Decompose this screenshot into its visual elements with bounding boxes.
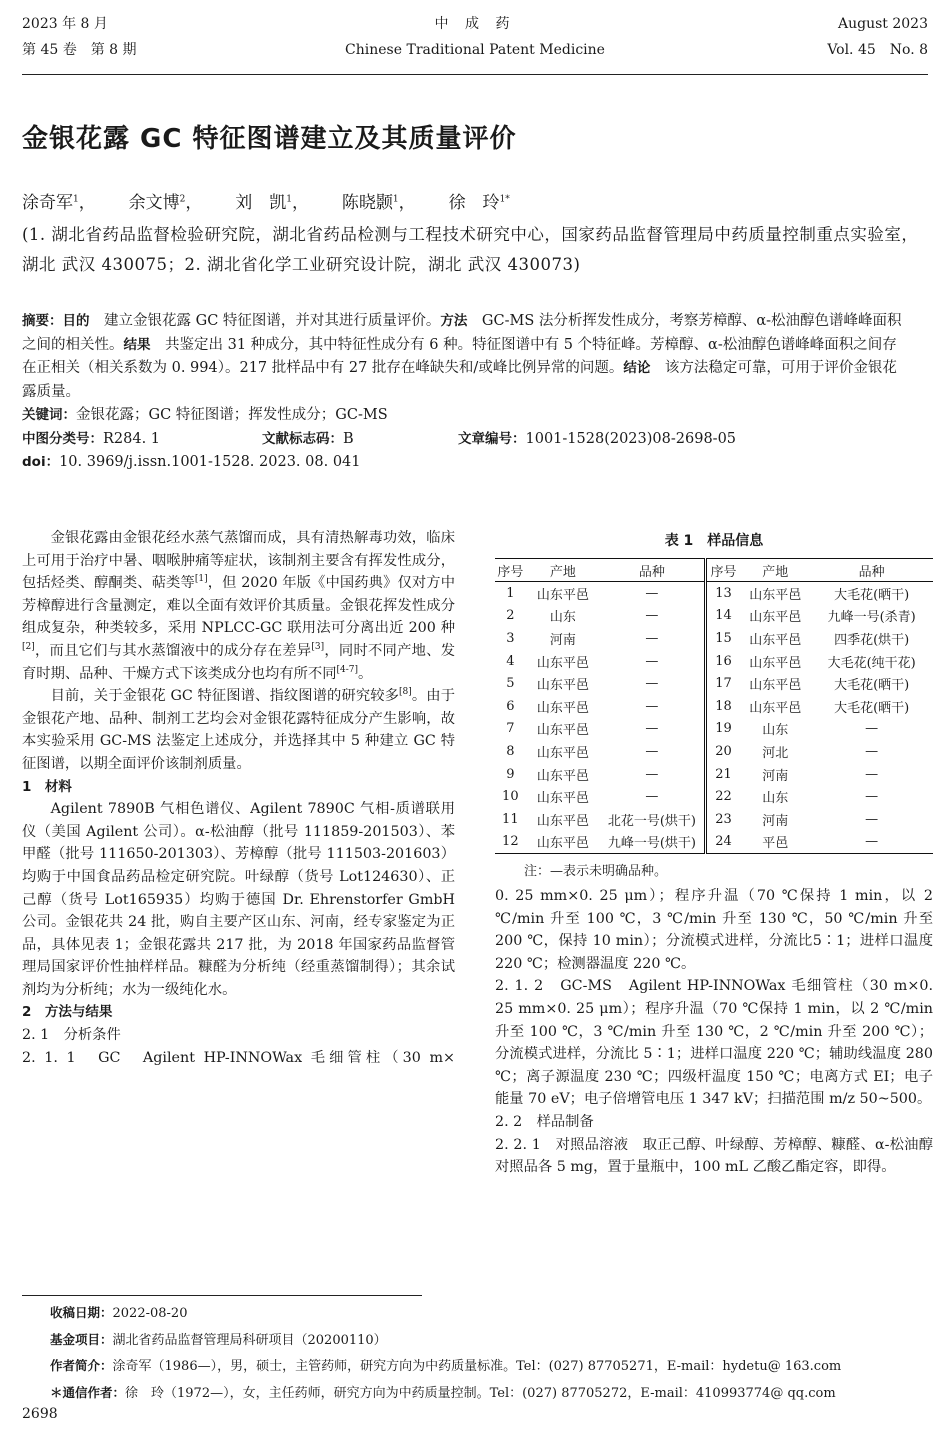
table-header-cell: 产地 bbox=[740, 559, 810, 582]
objective-text: 建立金银花露 GC 特征图谱，并对其进行质量评价。 bbox=[104, 313, 441, 329]
table-cell: 大毛花(晒干) bbox=[834, 700, 910, 716]
results-label: 结果 bbox=[123, 336, 151, 353]
gc-conditions-start: 2. 1. 1 GC Agilent HP-INNOWax 毛细管柱（30 m× bbox=[22, 1049, 455, 1066]
body-left-column bbox=[22, 527, 455, 1069]
table-header-cell: 品种 bbox=[600, 559, 705, 582]
author: 余文博$^2$， bbox=[128, 193, 194, 213]
classification-row bbox=[22, 428, 902, 452]
table-cell: 大毛花(晒干) bbox=[834, 587, 910, 603]
author: 徐 玲$^{1*}$ bbox=[448, 193, 510, 213]
table-cell: 山东平邑 bbox=[536, 791, 589, 807]
doi: doi：10. 3969/j.issn.1001-1528. 2023. 08. 041 bbox=[22, 454, 361, 470]
table-cell: 平邑 bbox=[740, 831, 810, 854]
table-cell: 1 bbox=[506, 585, 515, 601]
table-row bbox=[495, 672, 933, 695]
table-row bbox=[495, 785, 933, 808]
table-cell: 10 bbox=[502, 789, 519, 805]
table-cell: 大毛花(纯干花) bbox=[827, 655, 916, 671]
table-cell: — bbox=[865, 766, 879, 782]
table-caption: 表 1 样品信息 bbox=[664, 533, 764, 549]
table-cell: 山东平邑 bbox=[749, 610, 802, 626]
methods-text: GC-MS 法分析挥发性成分，考察芳樟醇、α-松油醇色谱峰峰面积之间的相关性。 bbox=[22, 313, 902, 353]
table-row bbox=[495, 763, 933, 786]
author: 涂奇军$^1$， bbox=[22, 193, 88, 213]
table-cell: 大毛花(晒干) bbox=[834, 678, 910, 694]
article-title: 金银花露 GC 特征图谱建立及其质量评价 bbox=[22, 124, 517, 154]
table-row bbox=[495, 718, 933, 741]
abstract-label: 摘要： bbox=[22, 313, 63, 329]
footnote-author: 作者简介：涂奇军（1986—），男，硕士，主管药师，研究方向为中药质量标准。Tel：(027) 87705271，E-mail：hydetu@ 163.com bbox=[50, 1358, 842, 1374]
table-header-cell: 产地 bbox=[526, 559, 600, 582]
table-cell: — bbox=[645, 766, 659, 782]
table-cell: 山东 bbox=[762, 723, 789, 739]
table-cell: 5 bbox=[506, 676, 515, 692]
document-code: 文献标志码：B bbox=[262, 430, 354, 447]
table-cell: — bbox=[645, 630, 659, 646]
table-cell: 河南 bbox=[762, 813, 789, 829]
table-cell: 山东平邑 bbox=[749, 587, 802, 603]
author-list bbox=[22, 188, 510, 213]
table-cell: — bbox=[645, 676, 659, 692]
author: 陈晓颢$^1$， bbox=[341, 193, 408, 213]
header-volume-en: Vol. 45 No. 8 bbox=[827, 42, 928, 58]
table-cell: 19 bbox=[705, 718, 740, 741]
table-cell: 2 bbox=[506, 608, 515, 624]
table-cell: 4 bbox=[506, 653, 515, 669]
table-cell: 17 bbox=[705, 672, 740, 695]
journal-name-cn: 中 成 药 bbox=[434, 16, 516, 32]
footnote-corresponding: ＊通信作者：徐 玲（1972—），女，主任药师，研究方向为中药质量控制。Tel：(027) 87705272，E-mail：410993774@ qq.com bbox=[50, 1384, 836, 1401]
table-cell: — bbox=[645, 653, 659, 669]
table-cell: 山东平邑 bbox=[536, 678, 589, 694]
subsection-heading-sample-prep: 2. 2 样品制备 bbox=[495, 1113, 594, 1130]
table-header-cell: 序号 bbox=[495, 559, 526, 582]
materials-paragraph: Agilent 7890B 气相色谱仪、Agilent 7890C 气相-质谱联用仪（美国 Agilent 公司）。α-松油醇（批号 111859-201503）、苯甲醛（批号 111650-201303）、芳樟醇（批号 111503-201603）均购于中国食品药品检定研究院。叶绿醇（货号 Lot124630）、正己醇（货号 Lot165935）均购于德国 Dr. Ehrenstorfer GmbH 公司。金银花共 24 批，购自主要产区山东、河南，经专家鉴定为正品，具体见表 1；金银花露共 217 批，为 2018 年国家药品监督管理局国家评价性抽样样品。糠醛为分析纯（经重蒸馏制得）；其余试剂均为分析纯；水为一级纯化水。 bbox=[22, 801, 455, 998]
table-cell: 13 bbox=[705, 582, 740, 605]
table-cell: — bbox=[645, 743, 659, 759]
table-row bbox=[495, 740, 933, 763]
table-cell: 11 bbox=[502, 811, 519, 827]
table-cell: — bbox=[865, 789, 879, 805]
table-cell: 四季花(烘干) bbox=[834, 632, 910, 648]
table-row bbox=[495, 831, 933, 854]
table-cell: 山东平邑 bbox=[536, 768, 589, 784]
results-text: 共鉴定出 31 种成分，其中特征性成分有 6 种。特征图谱中有 5 个特征峰。芳樟醇、α-松油醇色谱峰峰面积之间存在正相关（相关系数为 0. 994）。217 批样品中有 27 批存在峰缺失和/或峰比例异常的问题。 bbox=[22, 336, 897, 376]
header-rule bbox=[22, 74, 928, 75]
subsection-heading-conditions: 2. 1 分析条件 bbox=[22, 1027, 121, 1044]
table-cell: — bbox=[865, 743, 879, 759]
gc-conditions-continued: 0. 25 mm×0. 25 μm）；程序升温（70 ℃保持 1 min，以 2 ℃/min 升至 100 ℃，3 ℃/min 升至 130 ℃，50 ℃/min 升至 200 ℃，保持 10 min）；分流模式进样，分流比5∶1；进样口温度 220 ℃；检测器温度 220 ℃。 bbox=[495, 888, 933, 972]
table-cell: 山东平邑 bbox=[749, 632, 802, 648]
table-cell: — bbox=[865, 721, 879, 737]
table-cell: 12 bbox=[495, 831, 526, 854]
intro-paragraph-1: 金银花露由金银花经水蒸气蒸馏而成，具有清热解毒功效，临床上可用于治疗中暑、咽喉肿痛等症状，该制剂主要含有挥发性成分，包括烃类、醇酮类、萜类等[1]，但 2020 年版《中国药典》仅对方中芳樟醇进行含量测定，难以全面有效评价其质量。金银花挥发性成分组成复杂，种类较多，采用 NPLCC-GC 联用法可分离出近 200 种[2]，而且它们与其水蒸馏液中的成分存在差异[3]，同时不同产地、发育时期、品种、干燥方式下该类成分也均有所不同[4-7]。 bbox=[22, 530, 456, 682]
intro-paragraph-2: 目前，关于金银花 GC 特征图谱、指纹图谱的研究较多[8]。由于金银花产地、品种、制剂工艺均会对金银花露特征成分产生影响，故本实验采用 GC-MS 法鉴定上述成分，并选择其中 5 种建立 GC 特征图谱，以期全面评价该制剂质量。 bbox=[22, 687, 455, 772]
conclusion-text: 该方法稳定可靠，可用于评价金银花露质量。 bbox=[22, 360, 897, 400]
table-cell: 14 bbox=[705, 605, 740, 628]
footnote-rule bbox=[22, 1295, 422, 1296]
table-cell: 山东平邑 bbox=[526, 831, 600, 854]
reference-solution-paragraph: 2. 2. 1 对照品溶液 取正己醇、叶绿醇、芳樟醇、糠醛、α-松油醇对照品各 5 mg，置于量瓶中，100 mL 乙酸乙酯定容，即得。 bbox=[495, 1136, 933, 1176]
table-header-cell: 序号 bbox=[705, 559, 740, 582]
table-cell: 22 bbox=[705, 785, 740, 808]
table-cell: 河北 bbox=[762, 745, 789, 761]
table-cell: 7 bbox=[506, 721, 515, 737]
table-cell: — bbox=[645, 585, 659, 601]
table-cell: 18 bbox=[705, 695, 740, 718]
table-cell: 山东平邑 bbox=[536, 587, 589, 603]
header-date-cn: 2023 年 8 月 bbox=[22, 16, 108, 32]
table-cell: 河南 bbox=[762, 768, 789, 784]
table-row bbox=[495, 627, 933, 650]
table-header-row bbox=[495, 559, 933, 582]
keywords: 关键词：金银花露；GC 特征图谱；挥发性成分；GC-MS bbox=[22, 407, 388, 423]
classification: 中图分类号：R284. 1 bbox=[22, 430, 161, 447]
table-cell: 山东平邑 bbox=[536, 745, 589, 761]
body-right-column bbox=[495, 885, 933, 1179]
objective-label: 目的 bbox=[62, 313, 90, 329]
table-cell: 河南 bbox=[549, 632, 576, 648]
table-row bbox=[495, 808, 933, 831]
table-cell: 山东平邑 bbox=[749, 655, 802, 671]
section-heading-methods: 2 方法与结果 bbox=[22, 1004, 113, 1021]
table-cell: — bbox=[645, 721, 659, 737]
header-date-en: August 2023 bbox=[838, 16, 928, 32]
table-cell: 山东 bbox=[549, 610, 576, 626]
table-row bbox=[495, 605, 933, 628]
table-cell: — bbox=[645, 789, 659, 805]
table-cell: 21 bbox=[705, 763, 740, 786]
table-cell: 8 bbox=[506, 743, 515, 759]
table-cell: 23 bbox=[705, 808, 740, 831]
table-row bbox=[495, 695, 933, 718]
table-cell: 山东平邑 bbox=[536, 655, 589, 671]
article-number: 文章编号：1001-1528(2023)08-2698-05 bbox=[458, 430, 737, 447]
table-cell: 24 bbox=[705, 831, 740, 854]
author: 刘 凯$^1$， bbox=[235, 193, 301, 213]
table-cell: — bbox=[645, 698, 659, 714]
table-cell: 山东平邑 bbox=[536, 723, 589, 739]
table-cell: 16 bbox=[705, 650, 740, 673]
table-row bbox=[495, 582, 933, 605]
footnote-received: 收稿日期：2022-08-20 bbox=[50, 1305, 188, 1321]
table-cell: 20 bbox=[705, 740, 740, 763]
table-cell: 山东 bbox=[762, 791, 789, 807]
table-cell: 山东平邑 bbox=[536, 700, 589, 716]
table-cell: 山东平邑 bbox=[749, 678, 802, 694]
table-cell: — bbox=[810, 831, 933, 854]
methods-label: 方法 bbox=[440, 313, 468, 329]
conclusion-label: 结论 bbox=[623, 360, 651, 376]
header-volume-cn: 第 45 卷 第 8 期 bbox=[22, 42, 137, 58]
table-cell: 9 bbox=[506, 766, 515, 782]
journal-name-en: Chinese Traditional Patent Medicine bbox=[345, 42, 605, 58]
abstract bbox=[22, 310, 902, 475]
table-cell: 山东平邑 bbox=[536, 813, 589, 829]
table-note: 注：—表示未明确品种。 bbox=[524, 864, 668, 879]
footnotes bbox=[50, 1300, 930, 1406]
table-cell: 北花一号(烘干) bbox=[607, 813, 696, 829]
table-cell: 九峰一号(杀青) bbox=[827, 610, 916, 626]
page-number: 2698 bbox=[22, 1406, 58, 1422]
footnote-fund: 基金项目：湖北省药品监督管理局科研项目（20200110） bbox=[50, 1331, 387, 1348]
section-heading-materials: 1 材料 bbox=[22, 778, 72, 795]
affiliations: (1. 湖北省药品监督检验研究院，湖北省药品检测与工程技术研究中心，国家药品监督管理局中药质量控制重点实验室，湖北 武汉 430075；2. 湖北省化学工业研究设计院，湖北 武汉 430073) bbox=[22, 225, 919, 274]
table-cell: 山东平邑 bbox=[749, 700, 802, 716]
table-row bbox=[495, 650, 933, 673]
table-cell: — bbox=[865, 811, 879, 827]
table-cell: 3 bbox=[506, 630, 515, 646]
gcms-conditions: 2. 1. 2 GC-MS Agilent HP-INNOWax 毛细管柱（30 m×0. 25 mm×0. 25 μm）；程序升温（70 ℃保持 1 min，以 2 ℃/min升至 100 ℃，3 ℃/min 升至 130 ℃，2 ℃/min 升至 200 ℃）；分流模式进样，分流比 5∶1；进样口温度 220 ℃；辅助线温度 280 ℃；离子源温度 230 ℃；四级杆温度 150 ℃；电离方式 EI；电子能量 70 eV；电子倍增管电压 1 347 kV；扫描范围 m/z 50~500。 bbox=[495, 978, 933, 1108]
table-cell: 九峰一号(烘干) bbox=[600, 831, 705, 854]
table-cell: — bbox=[645, 608, 659, 624]
table-header-cell: 品种 bbox=[810, 559, 933, 582]
table-cell: 15 bbox=[705, 627, 740, 650]
sample-info-table bbox=[495, 558, 933, 854]
table-cell: 6 bbox=[506, 698, 515, 714]
